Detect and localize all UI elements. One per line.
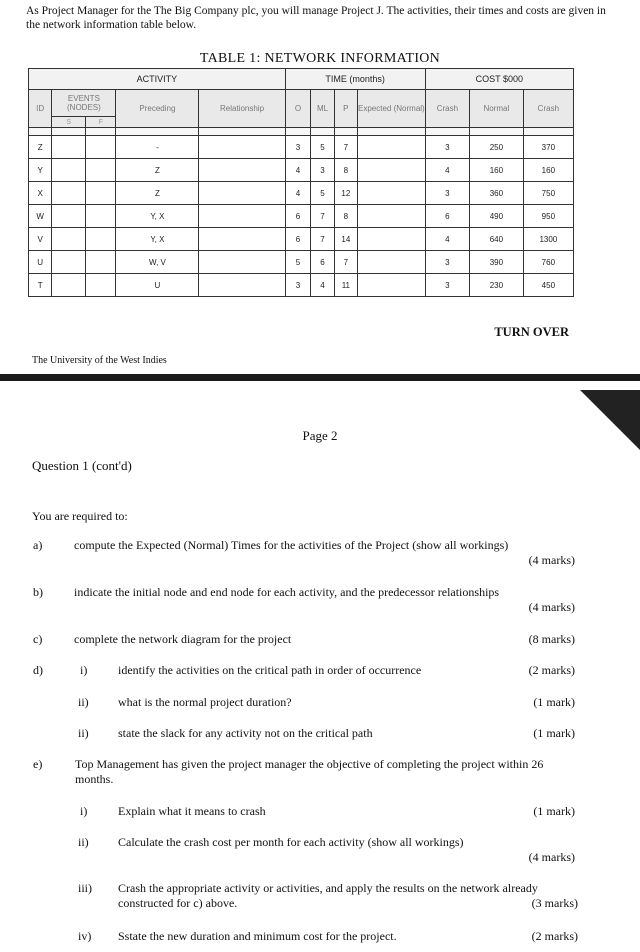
- cell-time-expected: [358, 159, 426, 182]
- q-a-label: a): [33, 538, 43, 552]
- cell-time-ml: 4: [311, 274, 334, 297]
- cell-time-crash: 3: [425, 136, 469, 159]
- table-row: [29, 228, 574, 251]
- cell-time-ml: 7: [311, 205, 334, 228]
- q-d1-label: i): [80, 663, 88, 677]
- university-footer: The University of the West Indies: [32, 355, 167, 366]
- cell-cost-crash: 750: [523, 182, 573, 205]
- cell-cost-normal: 160: [470, 159, 524, 182]
- cell-cost-normal: 490: [470, 205, 524, 228]
- table-row: [29, 182, 574, 205]
- table-row: [29, 159, 574, 182]
- cell-event-start: [52, 182, 86, 205]
- cell-preceding: Z: [116, 182, 199, 205]
- col-relationship: Relationship: [199, 90, 285, 128]
- required-intro: You are required to:: [32, 509, 128, 523]
- cell-cost-crash: 950: [523, 205, 573, 228]
- cell-event-start: [52, 274, 86, 297]
- cell-time-p: 11: [334, 274, 357, 297]
- q-c-text: complete the network diagram for the project: [74, 632, 292, 646]
- col-s: S: [52, 117, 86, 128]
- turn-over-label: TURN OVER: [494, 325, 569, 339]
- q-e-label: e): [33, 757, 43, 771]
- cell-time-expected: [358, 274, 426, 297]
- question-title: Question 1 (cont'd): [32, 458, 132, 473]
- cell-event-finish: [86, 159, 116, 182]
- network-table: [28, 68, 574, 297]
- table-row: [29, 205, 574, 228]
- cell-time-p: 12: [334, 182, 357, 205]
- cell-time-p: 7: [334, 251, 357, 274]
- q-c-marks: (8 marks): [528, 632, 575, 646]
- cell-cost-crash: 160: [523, 159, 573, 182]
- col-ml: ML: [311, 90, 334, 128]
- cell-event-start: [52, 205, 86, 228]
- cell-time-o: 4: [285, 159, 311, 182]
- cell-event-finish: [86, 182, 116, 205]
- q-d3-text: state the slack for any activity not on the critical path: [118, 726, 373, 740]
- cell-preceding: Y, X: [116, 228, 199, 251]
- q-d-label: d): [33, 663, 43, 677]
- cost-group-header: COST $000: [425, 69, 573, 90]
- cell-relationship: [199, 136, 285, 159]
- cell-event-start: [52, 136, 86, 159]
- cell-activity-id: T: [29, 274, 52, 297]
- table-title: TABLE 1: NETWORK INFORMATION: [199, 51, 441, 66]
- cell-activity-id: W: [29, 205, 52, 228]
- cell-activity-id: Y: [29, 159, 52, 182]
- cell-time-expected: [358, 251, 426, 274]
- cell-activity-id: V: [29, 228, 52, 251]
- col-id: ID: [29, 90, 52, 128]
- q-d3-label: ii): [78, 726, 89, 740]
- cell-time-crash: 3: [425, 182, 469, 205]
- cell-time-o: 3: [285, 274, 311, 297]
- cell-time-ml: 6: [311, 251, 334, 274]
- cell-time-p: 7: [334, 136, 357, 159]
- cell-time-o: 6: [285, 205, 311, 228]
- cell-cost-crash: 450: [523, 274, 573, 297]
- table-row: [29, 136, 574, 159]
- cell-cost-crash: 370: [523, 136, 573, 159]
- cell-activity-id: X: [29, 182, 52, 205]
- q-e1-marks: (1 mark): [533, 804, 575, 818]
- cell-event-start: [52, 251, 86, 274]
- q-e3-text: Crash the appropriate activity or activities, and apply the results on the network already constructed for c) above.: [118, 881, 538, 910]
- cell-event-finish: [86, 136, 116, 159]
- col-events: EVENTS (NODES): [52, 90, 116, 117]
- cell-event-start: [52, 159, 86, 182]
- q-d2-text: what is the normal project duration?: [118, 695, 292, 709]
- cell-time-p: 14: [334, 228, 357, 251]
- cell-time-p: 8: [334, 205, 357, 228]
- table-row: [29, 251, 574, 274]
- q-e4-label: iv): [78, 929, 92, 943]
- time-group-header: TIME (months): [285, 69, 425, 90]
- cell-time-crash: 6: [425, 205, 469, 228]
- q-e4-marks: (2 marks): [531, 929, 578, 943]
- q-e3-marks: (3 marks): [531, 896, 578, 910]
- q-a-text: compute the Expected (Normal) Times for the activities of the Project (show all workings): [74, 538, 509, 552]
- cell-cost-normal: 640: [470, 228, 524, 251]
- cell-time-crash: 4: [425, 159, 469, 182]
- cell-time-o: 4: [285, 182, 311, 205]
- cell-time-ml: 5: [311, 182, 334, 205]
- col-o: O: [285, 90, 311, 128]
- cell-event-start: [52, 228, 86, 251]
- q-d2-marks: (1 mark): [533, 695, 575, 709]
- cell-time-ml: 5: [311, 136, 334, 159]
- cell-time-crash: 3: [425, 274, 469, 297]
- col-crash-cost: Crash: [523, 90, 573, 128]
- col-preceding: Preceding: [116, 90, 199, 128]
- cell-preceding: -: [116, 136, 199, 159]
- q-c-label: c): [33, 632, 43, 646]
- q-e2-text: Calculate the crash cost per month for each activity (show all workings): [118, 835, 464, 849]
- q-e1-label: i): [80, 804, 88, 818]
- intro-text: As Project Manager for the The Big Company plc, you will manage Project J. The activities, their times and costs are given in the network information table below.: [26, 5, 606, 31]
- cell-time-o: 5: [285, 251, 311, 274]
- cell-time-o: 3: [285, 136, 311, 159]
- cell-activity-id: U: [29, 251, 52, 274]
- cell-cost-crash: 1300: [523, 228, 573, 251]
- q-e4-text: Sstate the new duration and minimum cost for the project.: [118, 929, 397, 943]
- cell-event-finish: [86, 205, 116, 228]
- cell-time-expected: [358, 136, 426, 159]
- q-d3-marks: (1 mark): [533, 726, 575, 740]
- cell-time-crash: 4: [425, 228, 469, 251]
- page-divider: [0, 374, 640, 381]
- cell-cost-normal: 250: [470, 136, 524, 159]
- cell-relationship: [199, 251, 285, 274]
- cell-preceding: Y, X: [116, 205, 199, 228]
- cell-cost-normal: 390: [470, 251, 524, 274]
- cell-relationship: [199, 205, 285, 228]
- cell-relationship: [199, 182, 285, 205]
- page-number: Page 2: [302, 428, 338, 443]
- col-normal-cost: Normal: [470, 90, 524, 128]
- cell-preceding: Z: [116, 159, 199, 182]
- col-f: F: [86, 117, 116, 128]
- cell-preceding: U: [116, 274, 199, 297]
- q-b-marks: (4 marks): [528, 600, 575, 614]
- q-d1-text: identify the activities on the critical path in order of occurrence: [118, 663, 422, 677]
- cell-preceding: W, V: [116, 251, 199, 274]
- cell-time-expected: [358, 205, 426, 228]
- cell-time-expected: [358, 228, 426, 251]
- cell-time-crash: 3: [425, 251, 469, 274]
- q-a-marks: (4 marks): [528, 553, 575, 567]
- cell-cost-normal: 230: [470, 274, 524, 297]
- cell-relationship: [199, 274, 285, 297]
- q-d1-marks: (2 marks): [528, 663, 575, 677]
- q-e-text: Top Management has given the project manager the objective of completing the project within 26 months.: [75, 757, 544, 786]
- q-b-label: b): [33, 585, 43, 599]
- activity-group-header: ACTIVITY: [29, 69, 286, 90]
- cell-event-finish: [86, 251, 116, 274]
- cell-relationship: [199, 159, 285, 182]
- cell-activity-id: Z: [29, 136, 52, 159]
- cell-time-o: 6: [285, 228, 311, 251]
- q-b-text: indicate the initial node and end node for each activity, and the predecessor relationships: [74, 585, 500, 599]
- q-d2-label: ii): [78, 695, 89, 709]
- cell-time-expected: [358, 182, 426, 205]
- q-e3-label: iii): [78, 881, 92, 895]
- cell-event-finish: [86, 228, 116, 251]
- cell-time-p: 8: [334, 159, 357, 182]
- cell-cost-normal: 360: [470, 182, 524, 205]
- q-e2-label: ii): [78, 835, 89, 849]
- cell-event-finish: [86, 274, 116, 297]
- table-row: [29, 274, 574, 297]
- col-expected: Expected (Normal): [358, 90, 426, 128]
- col-p: P: [334, 90, 357, 128]
- cell-time-ml: 3: [311, 159, 334, 182]
- q-e1-text: Explain what it means to crash: [118, 804, 266, 818]
- cell-cost-crash: 760: [523, 251, 573, 274]
- q-e2-marks: (4 marks): [528, 850, 575, 864]
- cell-time-ml: 7: [311, 228, 334, 251]
- col-crash-time: Crash: [425, 90, 469, 128]
- cell-relationship: [199, 228, 285, 251]
